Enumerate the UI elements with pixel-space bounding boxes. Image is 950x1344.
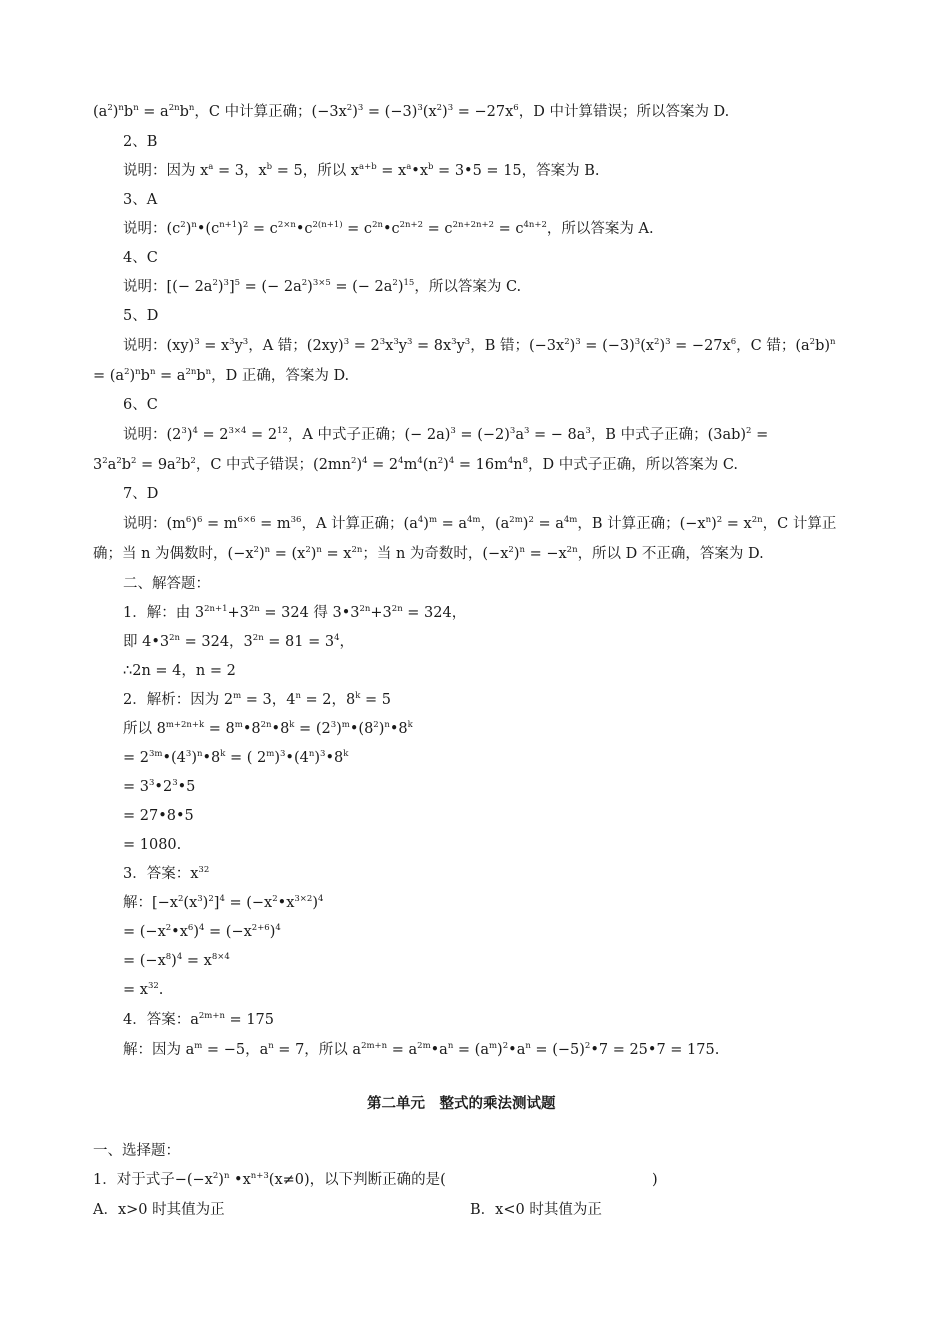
text-line-21: 2．解析：因为 $2^m = 3$，$4^n = 2$，$8^k = 5$ (123, 691, 392, 708)
text-line-18: 1．解：由 $3^{2n+1}+3^{2n} = 324$ 得 $3•3^{2n}+3^{2n} = 324$， (123, 604, 467, 621)
text-line-28: 解：$[-x^2(x^3)^2]^4$ = $(-x^2•x^{3\times 2})^4$ (123, 894, 324, 911)
text-line-27: 3．答案：$x^{32}$ (123, 865, 210, 882)
text-line-3: 说明：因为 $x^a = 3$，$x^b = 5$，所以 $x^{a+b}$ = $x^a•x^b$ = 3•5 = 15，答案为 B. (123, 162, 600, 179)
text-line-33: 解：因为 $a^m = -5$，$a^n = 7$，所以 $a^{2m+n}$ = $a^{2m}•a^n$ = $(a^m)^2•a^n$ = $(-5)^2•7$ = 25•7 = 175. (123, 1041, 720, 1058)
question-1-option-b: B．x<0 时其值为正 (470, 1202, 602, 1218)
text-line-22: 所以 $8^{m+2n+k}$ = $8^m•8^{2n}•8^k$ = $(2^3)^m•(8^2)^n•8^k$ (123, 720, 413, 737)
text-line-30: = $(-x^8)^4 = x^{8\times 4}$ (123, 952, 230, 969)
text-line-14: 7、D (123, 486, 159, 502)
text-line-16: 确；当 n 为偶数时，$(-x^2)^n = (x^2)^n = x^{2n}$；当 n 为奇数时，$(-x^2)^n = -x^{2n}$，所以 D 不正确，答案为 D. (93, 545, 764, 562)
text-line-4: 3、A (123, 192, 158, 208)
text-line-10: = $(a^2)^nb^n = a^{2n}b^n$，D 正确，答案为 D. (93, 367, 350, 384)
text-line-15: 说明：$(m^6)^6 = m^{6\times 6} = m^{36}$，A 计算正确；$(a^4)^m = a^{4m}$，$(a^{2m})^2 = a^{4m}$，B 计算正确；$(-x^n)^2 = x^{2n}$，C 计算正 (123, 515, 837, 532)
text-line-32: 4．答案：$a^{2m+n} = 175$ (123, 1011, 274, 1028)
text-line-24: = $3^3•2^3•5$ (123, 778, 196, 795)
section-heading-choice: 一、选择题： (93, 1143, 180, 1159)
question-1-close-paren: ) (652, 1172, 658, 1188)
text-line-2: 2、B (123, 134, 158, 150)
text-line-25: = 27•8•5 (123, 808, 194, 824)
question-1-stem: 1．对于式子$-(-x^2)^n$ $•x^{n+3}(x\ne 0)$，以下判断正确的是( (93, 1171, 446, 1188)
text-line-8: 5、D (123, 308, 159, 324)
text-line-7: 说明：[(− $2a^2)^3]^5$ = (− $2a^2)^{3\times 5}$ = (− $2a^2)^{15}$，所以答案为 C. (123, 278, 522, 295)
text-line-13: $3^2a^2b^2 = 9a^2b^2$，C 中式子错误；$(2mn^2)^4 = 2^4m^4(n^2)^4 = 16m^4n^8$，D 中式子正确，所以答案为 C. (93, 456, 739, 473)
text-line-26: = 1080. (123, 837, 182, 853)
text-line-29: = $(-x^2•x^6)^4 = (-x^{2+6})^4$ (123, 923, 281, 940)
text-line-12: 说明：$(2^3)^4 = 2^{3\times 4} = 2^{12}$，A 中式子正确；(− $2a)^3 = (-2)^3a^3$ = − $8a^3$，B 中式子正确；$(3ab)^2$ = (123, 426, 769, 443)
question-1-option-a: A．x>0 时其值为正 (93, 1202, 225, 1218)
text-line-9: 说明：$(xy)^3 = x^3y^3$，A 错；$(2xy)^3 = 2^3x^3y^3 = 8x^3y^3$，B 错；$(-3x^2)^3 = (-3)^3(x^2)^3 = -27x^6$，C 错；$(a^2b)^n$ (123, 337, 836, 354)
text-line-11: 6、C (123, 397, 158, 413)
text-line-6: 4、C (123, 250, 158, 266)
section-title: 第二单元 整式的乘法测试题 (367, 1096, 556, 1112)
text-line-1: $(a^2)^nb^n = a^{2n}b^n$，C 中计算正确；$(-3x^2)^3 = (-3)^3(x^2)^3 = -27x^6$，D 中计算错误；所以答案为 D. (93, 103, 730, 120)
text-line-31: = $x^{32}$. (123, 981, 164, 998)
text-line-23: = $2^{3m}•(4^3)^n•8^k$ = ( $2^m)^3•(4^n)^3•8^k$ (123, 749, 349, 766)
text-line-20: ∴2n = 4，n = 2 (123, 663, 236, 679)
text-line-19: 即 $4•3^{2n} = 324$，$3^{2n} = 81 = 3^4$， (123, 633, 355, 650)
text-line-5: 说明：$(c^2)^n•(c^{n+1})^2$ = $c^{2\times n}•c^{2(n+1)}$ = $c^{2n}•c^{2n+2} = c^{2n+2n+2} = c^{4n+2}$，所以答案为 A. (123, 220, 654, 237)
text-line-17: 二、解答题： (123, 576, 210, 592)
